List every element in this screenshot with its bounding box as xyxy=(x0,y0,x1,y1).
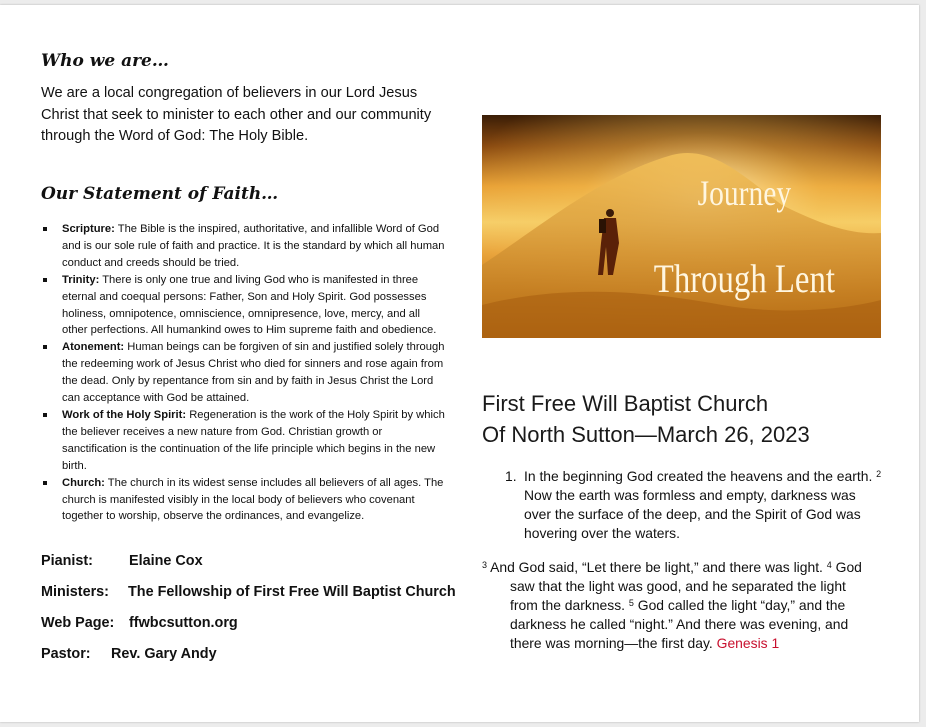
faith-item-atonement xyxy=(41,339,445,407)
web-page-value[interactable]: ffwbcsutton.org xyxy=(129,615,238,631)
faith-item-text: The Bible is the inspired, authoritative, and infallible Word of God and is our sole rule of faith and practice. It is the standard by which all human conduct and creeds should be tried. xyxy=(62,223,445,269)
verse-5: God called the light “day,” and the darkness he called “night.” And there was evening, and there was morning—the first day. xyxy=(510,597,849,651)
scripture-verses-1-2 xyxy=(505,467,885,543)
verse-3: And God said, “Let there be light,” and there was light. xyxy=(487,559,823,575)
statement-of-faith-heading: Our Statement of Faith… xyxy=(41,184,279,204)
faith-item-text: Human beings can be forgiven of sin and justified solely through the redeeming work of Jesus Christ who died for sinners and rose again from the dead. Only by repentance from sin and by faith in Jesus Christ the Lord can acceptance with God be attained. xyxy=(62,341,445,405)
web-page-line xyxy=(41,615,238,631)
journey-through-lent-banner xyxy=(482,115,881,338)
scripture-verses-3-5 xyxy=(482,558,874,653)
verse-number: 3 xyxy=(482,560,488,570)
church-name: First Free Will Baptist Church xyxy=(482,391,769,416)
pianist-line xyxy=(41,553,203,569)
banner-title-line2: Through Lent xyxy=(653,255,835,301)
faith-item-holy-spirit xyxy=(41,407,445,475)
faith-item-label: Church: xyxy=(62,476,105,489)
faith-item-trinity xyxy=(41,272,445,340)
who-we-are-text: We are a local congregation of believers in our Lord Jesus Christ that seek to minister to each other and our community through the Word of God: The Holy Bible. xyxy=(41,85,432,144)
pastor-label: Pastor: xyxy=(41,646,91,662)
faith-item-text: There is only one true and living God who is manifested in three eternal and coequal persons: Father, Son and Holy Spirit. God possesses holiness, omnipotence, omniscience, omnipresence, love, mercy, and all other perfections. All humankind owes to Him supreme faith and obedience. xyxy=(62,273,437,337)
faith-item-label: Work of the Holy Spirit: xyxy=(62,408,187,421)
desert-scene xyxy=(482,115,881,338)
statement-of-faith-list xyxy=(41,221,445,525)
ministers-label: Ministers: xyxy=(41,584,109,600)
faith-item-church xyxy=(41,475,445,526)
pianist-value: Elaine Cox xyxy=(129,553,203,569)
scripture-passage xyxy=(482,558,874,653)
pianist-label: Pianist: xyxy=(41,553,93,569)
verse-1: In the beginning God created the heavens and the earth. xyxy=(524,468,873,484)
faith-item-text: Regeneration is the work of the Holy Spirit by which the believer receives a new nature from God. Christian growth or sanctification is the continuation of the life principle which begins in the new birth. xyxy=(62,408,445,472)
who-we-are-heading: Who we are… xyxy=(41,51,169,71)
scripture-reference: Genesis 1 xyxy=(716,635,780,651)
list-number: 1. xyxy=(505,468,517,484)
verse-4: God saw that the light was good, and he separated the light from the darkness. xyxy=(510,559,862,613)
banner-title-line1: Journey xyxy=(697,174,792,214)
faith-item-label: Scripture: xyxy=(62,223,115,235)
faith-item-scripture xyxy=(41,221,445,272)
faith-item-text: The church in its widest sense includes all believers of all ages. The church is manifested visibly in the local body of believers who covenant together to worship, observe the ordinances, and evangelize. xyxy=(62,476,444,523)
faith-item-label: Trinity: xyxy=(62,273,100,286)
verse-2: Now the earth was formless and empty, darkness was over the surface of the deep, and the Spirit of God was hovering over the waters. xyxy=(524,487,861,541)
ministers-line xyxy=(41,584,456,600)
church-title xyxy=(482,388,810,450)
document-page xyxy=(0,5,919,722)
pastor-line xyxy=(41,646,217,662)
church-date-line: Of North Sutton—March 26, 2023 xyxy=(482,422,810,447)
verse-number: 5 xyxy=(628,598,634,608)
pastor-value: Rev. Gary Andy xyxy=(111,646,217,662)
faith-item-label: Atonement: xyxy=(62,341,125,354)
ministers-value: The Fellowship of First Free Will Baptist Church xyxy=(128,584,456,600)
verse-number: 2 xyxy=(876,469,882,479)
verse-number: 4 xyxy=(826,560,832,570)
web-page-label: Web Page: xyxy=(41,615,115,631)
scripture-list-item xyxy=(505,467,885,543)
